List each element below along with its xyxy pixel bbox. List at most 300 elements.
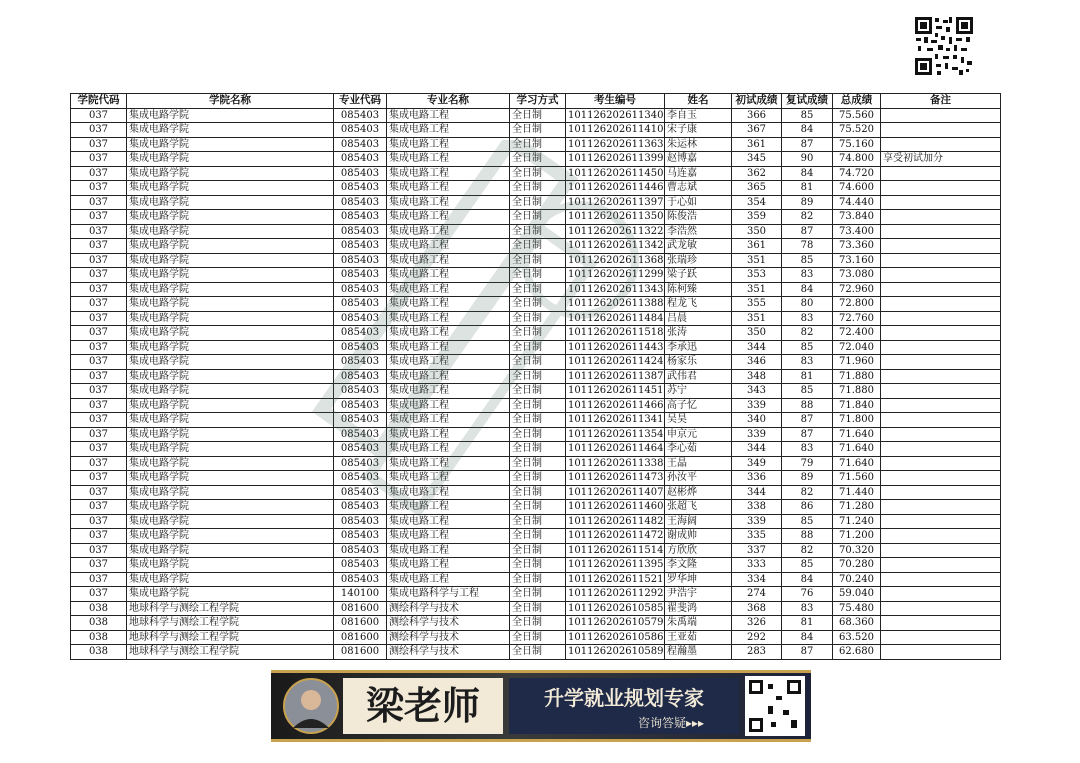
cell-major-name: 集成电路工程 — [387, 514, 510, 529]
cell-remark — [881, 630, 1001, 645]
cell-total-score: 74.440 — [833, 195, 881, 210]
cell-retest-score: 79 — [782, 456, 833, 471]
cell-retest-score: 83 — [782, 268, 833, 283]
cell-major-name: 测绘科学与技术 — [387, 601, 510, 616]
table-row — [71, 123, 1001, 138]
cell-candidate-id: 101126202611451 — [566, 384, 665, 399]
cell-candidate-id: 101126202611484 — [566, 311, 665, 326]
cell-prelim-score: 333 — [732, 558, 782, 573]
cell-retest-score: 85 — [782, 253, 833, 268]
cell-candidate-id: 101126202610586 — [566, 630, 665, 645]
cell-candidate-id: 101126202611299 — [566, 268, 665, 283]
cell-name: 于心如 — [665, 195, 732, 210]
cell-major-code: 085403 — [334, 369, 387, 384]
cell-major-name: 集成电路工程 — [387, 297, 510, 312]
cell-major-code: 085403 — [334, 195, 387, 210]
cell-major-name: 集成电路工程 — [387, 572, 510, 587]
cell-college-code: 037 — [71, 485, 127, 500]
cell-remark — [881, 587, 1001, 602]
cell-name: 宋子康 — [665, 123, 732, 138]
cell-name: 谢成帅 — [665, 529, 732, 544]
cell-college-code: 037 — [71, 311, 127, 326]
cell-remark — [881, 427, 1001, 442]
cell-name: 王晶 — [665, 456, 732, 471]
qr-code-icon — [913, 15, 975, 77]
cell-college-code: 037 — [71, 340, 127, 355]
cell-college-name: 集成电路学院 — [127, 558, 334, 573]
cell-total-score: 72.960 — [833, 282, 881, 297]
cell-major-name: 集成电路工程 — [387, 282, 510, 297]
cell-candidate-id: 101126202611342 — [566, 239, 665, 254]
cell-major-name: 集成电路工程 — [387, 181, 510, 196]
banner-subtitle: 咨询答疑▸▸▸ — [637, 716, 705, 730]
cell-prelim-score: 354 — [732, 195, 782, 210]
cell-college-name: 集成电路学院 — [127, 152, 334, 167]
cell-study-mode: 全日制 — [510, 427, 566, 442]
cell-total-score: 73.360 — [833, 239, 881, 254]
cell-retest-score: 87 — [782, 645, 833, 660]
cell-remark — [881, 297, 1001, 312]
cell-college-code: 037 — [71, 195, 127, 210]
cell-major-name: 集成电路工程 — [387, 355, 510, 370]
cell-major-code: 085403 — [334, 166, 387, 181]
cell-study-mode: 全日制 — [510, 311, 566, 326]
cell-total-score: 74.720 — [833, 166, 881, 181]
cell-candidate-id: 101126202611368 — [566, 253, 665, 268]
cell-candidate-id: 101126202611395 — [566, 558, 665, 573]
cell-study-mode: 全日制 — [510, 601, 566, 616]
cell-college-name: 集成电路学院 — [127, 224, 334, 239]
cell-candidate-id: 101126202611363 — [566, 137, 665, 152]
cell-major-code: 081600 — [334, 601, 387, 616]
table-row — [71, 166, 1001, 181]
cell-major-code: 085403 — [334, 485, 387, 500]
cell-study-mode: 全日制 — [510, 355, 566, 370]
table-row — [71, 195, 1001, 210]
cell-college-code: 037 — [71, 514, 127, 529]
table-row — [71, 616, 1001, 631]
cell-candidate-id: 101126202611521 — [566, 572, 665, 587]
cell-major-name: 集成电路工程 — [387, 471, 510, 486]
cell-name: 程龙飞 — [665, 297, 732, 312]
cell-name: 罗华坤 — [665, 572, 732, 587]
header-college-code: 学院代码 — [71, 94, 127, 109]
cell-major-name: 集成电路工程 — [387, 326, 510, 341]
cell-retest-score: 82 — [782, 210, 833, 225]
cell-prelim-score: 283 — [732, 645, 782, 660]
cell-candidate-id: 101126202611388 — [566, 297, 665, 312]
cell-college-code: 037 — [71, 442, 127, 457]
cell-candidate-id: 101126202611443 — [566, 340, 665, 355]
cell-name: 苏宁 — [665, 384, 732, 399]
cell-candidate-id: 101126202611407 — [566, 485, 665, 500]
cell-major-code: 085403 — [334, 181, 387, 196]
cell-college-name: 集成电路学院 — [127, 108, 334, 123]
cell-prelim-score: 348 — [732, 369, 782, 384]
cell-study-mode: 全日制 — [510, 253, 566, 268]
cell-candidate-id: 101126202611473 — [566, 471, 665, 486]
cell-major-name: 集成电路工程 — [387, 224, 510, 239]
table-row — [71, 398, 1001, 413]
cell-total-score: 71.640 — [833, 442, 881, 457]
cell-remark — [881, 210, 1001, 225]
cell-major-code: 085403 — [334, 340, 387, 355]
table-row — [71, 384, 1001, 399]
cell-total-score: 71.280 — [833, 500, 881, 515]
cell-candidate-id: 101126202611410 — [566, 123, 665, 138]
cell-name: 张瑞珍 — [665, 253, 732, 268]
cell-college-name: 地球科学与测绘工程学院 — [127, 616, 334, 631]
cell-remark — [881, 543, 1001, 558]
cell-remark — [881, 514, 1001, 529]
cell-major-code: 085403 — [334, 137, 387, 152]
cell-remark — [881, 224, 1001, 239]
cell-study-mode: 全日制 — [510, 326, 566, 341]
cell-retest-score: 85 — [782, 514, 833, 529]
cell-total-score: 73.840 — [833, 210, 881, 225]
cell-total-score: 72.040 — [833, 340, 881, 355]
cell-total-score: 71.240 — [833, 514, 881, 529]
cell-candidate-id: 101126202611399 — [566, 152, 665, 167]
cell-candidate-id: 101126202611343 — [566, 282, 665, 297]
cell-major-code: 140100 — [334, 587, 387, 602]
cell-retest-score: 81 — [782, 369, 833, 384]
cell-major-code: 085403 — [334, 311, 387, 326]
cell-major-code: 085403 — [334, 210, 387, 225]
table-row — [71, 210, 1001, 225]
cell-college-code: 037 — [71, 355, 127, 370]
cell-college-name: 集成电路学院 — [127, 384, 334, 399]
cell-study-mode: 全日制 — [510, 210, 566, 225]
cell-remark — [881, 181, 1001, 196]
table-row — [71, 297, 1001, 312]
cell-total-score: 75.560 — [833, 108, 881, 123]
cell-college-name: 地球科学与测绘工程学院 — [127, 645, 334, 660]
cell-prelim-score: 335 — [732, 529, 782, 544]
cell-retest-score: 89 — [782, 195, 833, 210]
cell-major-name: 集成电路工程 — [387, 500, 510, 515]
cell-total-score: 62.680 — [833, 645, 881, 660]
cell-study-mode: 全日制 — [510, 442, 566, 457]
cell-study-mode: 全日制 — [510, 239, 566, 254]
cell-name: 孙汝平 — [665, 471, 732, 486]
cell-prelim-score: 338 — [732, 500, 782, 515]
cell-major-name: 集成电路工程 — [387, 456, 510, 471]
cell-candidate-id: 101126202611340 — [566, 108, 665, 123]
table-row — [71, 369, 1001, 384]
cell-college-name: 集成电路学院 — [127, 514, 334, 529]
cell-major-code: 085403 — [334, 253, 387, 268]
table-row — [71, 253, 1001, 268]
cell-retest-score: 81 — [782, 616, 833, 631]
cell-remark — [881, 355, 1001, 370]
cell-college-name: 集成电路学院 — [127, 355, 334, 370]
cell-college-name: 集成电路学院 — [127, 210, 334, 225]
table-row — [71, 340, 1001, 355]
cell-prelim-score: 350 — [732, 326, 782, 341]
cell-remark — [881, 601, 1001, 616]
promo-banner — [271, 670, 811, 742]
cell-total-score: 73.160 — [833, 253, 881, 268]
cell-remark — [881, 558, 1001, 573]
cell-college-name: 集成电路学院 — [127, 543, 334, 558]
cell-remark — [881, 326, 1001, 341]
cell-major-name: 集成电路工程 — [387, 558, 510, 573]
banner-name: 梁老师 — [365, 683, 481, 728]
table-row — [71, 282, 1001, 297]
cell-college-code: 037 — [71, 297, 127, 312]
cell-study-mode: 全日制 — [510, 471, 566, 486]
cell-retest-score: 90 — [782, 152, 833, 167]
cell-name: 武龙敏 — [665, 239, 732, 254]
cell-major-code: 081600 — [334, 645, 387, 660]
header-candidate-id: 考生编号 — [566, 94, 665, 109]
cell-retest-score: 80 — [782, 297, 833, 312]
cell-remark — [881, 195, 1001, 210]
cell-college-code: 037 — [71, 398, 127, 413]
cell-major-name: 集成电路工程 — [387, 210, 510, 225]
cell-college-name: 地球科学与测绘工程学院 — [127, 601, 334, 616]
table-row — [71, 514, 1001, 529]
cell-candidate-id: 101126202611341 — [566, 413, 665, 428]
cell-study-mode: 全日制 — [510, 123, 566, 138]
cell-remark — [881, 413, 1001, 428]
cell-candidate-id: 101126202611338 — [566, 456, 665, 471]
cell-study-mode: 全日制 — [510, 137, 566, 152]
cell-college-code: 037 — [71, 181, 127, 196]
cell-candidate-id: 101126202611292 — [566, 587, 665, 602]
cell-major-name: 集成电路工程 — [387, 340, 510, 355]
table-row — [71, 137, 1001, 152]
cell-total-score: 74.800 — [833, 152, 881, 167]
cell-major-name: 集成电路工程 — [387, 123, 510, 138]
cell-major-code: 085403 — [334, 239, 387, 254]
cell-prelim-score: 366 — [732, 108, 782, 123]
cell-remark — [881, 340, 1001, 355]
cell-prelim-score: 344 — [732, 340, 782, 355]
table-row — [71, 456, 1001, 471]
cell-name: 陈柯臻 — [665, 282, 732, 297]
cell-retest-score: 87 — [782, 137, 833, 152]
cell-college-name: 集成电路学院 — [127, 340, 334, 355]
cell-college-code: 037 — [71, 500, 127, 515]
cell-major-code: 085403 — [334, 326, 387, 341]
cell-name: 李浩然 — [665, 224, 732, 239]
cell-major-code: 085403 — [334, 268, 387, 283]
cell-major-name: 集成电路工程 — [387, 311, 510, 326]
cell-remark — [881, 471, 1001, 486]
header-study-mode: 学习方式 — [510, 94, 566, 109]
cell-prelim-score: 344 — [732, 485, 782, 500]
cell-name: 马连嘉 — [665, 166, 732, 181]
cell-remark — [881, 384, 1001, 399]
cell-major-code: 085403 — [334, 558, 387, 573]
cell-major-name: 集成电路工程 — [387, 253, 510, 268]
cell-name: 张涛 — [665, 326, 732, 341]
cell-retest-score: 78 — [782, 239, 833, 254]
cell-total-score: 73.400 — [833, 224, 881, 239]
table-header-row — [71, 94, 1001, 109]
cell-prelim-score: 346 — [732, 355, 782, 370]
cell-retest-score: 84 — [782, 123, 833, 138]
cell-college-code: 037 — [71, 587, 127, 602]
cell-college-code: 037 — [71, 239, 127, 254]
cell-total-score: 71.800 — [833, 413, 881, 428]
cell-remark — [881, 253, 1001, 268]
cell-retest-score: 76 — [782, 587, 833, 602]
cell-remark: 享受初试加分 — [881, 152, 1001, 167]
cell-total-score: 68.360 — [833, 616, 881, 631]
cell-college-name: 集成电路学院 — [127, 311, 334, 326]
cell-study-mode: 全日制 — [510, 572, 566, 587]
cell-retest-score: 85 — [782, 384, 833, 399]
cell-college-code: 037 — [71, 471, 127, 486]
cell-name: 曹志斌 — [665, 181, 732, 196]
cell-college-code: 037 — [71, 166, 127, 181]
cell-college-name: 集成电路学院 — [127, 181, 334, 196]
table-row — [71, 239, 1001, 254]
cell-college-name: 集成电路学院 — [127, 398, 334, 413]
cell-major-code: 081600 — [334, 630, 387, 645]
cell-study-mode: 全日制 — [510, 384, 566, 399]
cell-name: 李承迅 — [665, 340, 732, 355]
cell-candidate-id: 101126202611446 — [566, 181, 665, 196]
cell-major-code: 085403 — [334, 543, 387, 558]
cell-total-score: 74.600 — [833, 181, 881, 196]
header-name: 姓名 — [665, 94, 732, 109]
cell-retest-score: 85 — [782, 108, 833, 123]
cell-name: 赵彬烨 — [665, 485, 732, 500]
table-row — [71, 500, 1001, 515]
cell-total-score: 70.280 — [833, 558, 881, 573]
cell-prelim-score: 336 — [732, 471, 782, 486]
cell-study-mode: 全日制 — [510, 398, 566, 413]
cell-candidate-id: 101126202610585 — [566, 601, 665, 616]
cell-college-name: 地球科学与测绘工程学院 — [127, 630, 334, 645]
cell-college-name: 集成电路学院 — [127, 572, 334, 587]
cell-college-code: 037 — [71, 268, 127, 283]
cell-major-name: 集成电路工程 — [387, 195, 510, 210]
cell-college-name: 集成电路学院 — [127, 137, 334, 152]
cell-candidate-id: 101126202611350 — [566, 210, 665, 225]
cell-college-code: 037 — [71, 427, 127, 442]
cell-major-code: 085403 — [334, 500, 387, 515]
cell-college-name: 集成电路学院 — [127, 297, 334, 312]
cell-total-score: 71.880 — [833, 369, 881, 384]
cell-prelim-score: 350 — [732, 224, 782, 239]
table-row — [71, 224, 1001, 239]
table-row — [71, 587, 1001, 602]
cell-major-name: 集成电路工程 — [387, 543, 510, 558]
cell-remark — [881, 398, 1001, 413]
cell-major-name: 集成电路工程 — [387, 166, 510, 181]
cell-study-mode: 全日制 — [510, 543, 566, 558]
cell-study-mode: 全日制 — [510, 297, 566, 312]
cell-name: 梁子跃 — [665, 268, 732, 283]
cell-major-name: 集成电路工程 — [387, 137, 510, 152]
cell-college-name: 集成电路学院 — [127, 587, 334, 602]
cell-college-name: 集成电路学院 — [127, 413, 334, 428]
cell-total-score: 70.240 — [833, 572, 881, 587]
cell-remark — [881, 282, 1001, 297]
cell-name: 高子忆 — [665, 398, 732, 413]
cell-name: 陈俊浩 — [665, 210, 732, 225]
cell-prelim-score: 345 — [732, 152, 782, 167]
cell-college-code: 037 — [71, 384, 127, 399]
cell-major-code: 085403 — [334, 456, 387, 471]
cell-major-code: 085403 — [334, 413, 387, 428]
cell-name: 武伟君 — [665, 369, 732, 384]
cell-remark — [881, 485, 1001, 500]
cell-college-name: 集成电路学院 — [127, 471, 334, 486]
cell-remark — [881, 311, 1001, 326]
table-row — [71, 355, 1001, 370]
cell-study-mode: 全日制 — [510, 529, 566, 544]
cell-major-code: 085403 — [334, 108, 387, 123]
cell-major-code: 085403 — [334, 224, 387, 239]
table-row — [71, 558, 1001, 573]
cell-major-name: 集成电路工程 — [387, 442, 510, 457]
cell-major-code: 085403 — [334, 384, 387, 399]
cell-total-score: 71.440 — [833, 485, 881, 500]
cell-college-code: 037 — [71, 224, 127, 239]
table-row — [71, 427, 1001, 442]
cell-total-score: 71.880 — [833, 384, 881, 399]
cell-total-score: 71.200 — [833, 529, 881, 544]
cell-study-mode: 全日制 — [510, 514, 566, 529]
cell-study-mode: 全日制 — [510, 456, 566, 471]
table-row — [71, 485, 1001, 500]
cell-remark — [881, 572, 1001, 587]
cell-major-code: 085403 — [334, 572, 387, 587]
cell-total-score: 70.320 — [833, 543, 881, 558]
cell-major-name: 集成电路工程 — [387, 152, 510, 167]
table-row — [71, 471, 1001, 486]
cell-prelim-score: 339 — [732, 427, 782, 442]
cell-study-mode: 全日制 — [510, 558, 566, 573]
cell-retest-score: 88 — [782, 398, 833, 413]
cell-college-name: 集成电路学院 — [127, 195, 334, 210]
cell-name: 赵博嘉 — [665, 152, 732, 167]
cell-prelim-score: 343 — [732, 384, 782, 399]
cell-college-code: 037 — [71, 282, 127, 297]
cell-name: 李文隆 — [665, 558, 732, 573]
cell-college-code: 037 — [71, 543, 127, 558]
cell-retest-score: 85 — [782, 558, 833, 573]
cell-major-name: 集成电路工程 — [387, 413, 510, 428]
header-total-score: 总成绩 — [833, 94, 881, 109]
cell-candidate-id: 101126202611514 — [566, 543, 665, 558]
cell-retest-score: 82 — [782, 543, 833, 558]
table-row — [71, 108, 1001, 123]
cell-college-code: 037 — [71, 558, 127, 573]
cell-total-score: 72.760 — [833, 311, 881, 326]
cell-major-name: 集成电路工程 — [387, 485, 510, 500]
cell-name: 申京元 — [665, 427, 732, 442]
cell-candidate-id: 101126202611397 — [566, 195, 665, 210]
cell-name: 程瀚墨 — [665, 645, 732, 660]
cell-total-score: 59.040 — [833, 587, 881, 602]
cell-college-name: 集成电路学院 — [127, 253, 334, 268]
cell-major-code: 085403 — [334, 152, 387, 167]
cell-candidate-id: 101126202611460 — [566, 500, 665, 515]
table-body — [71, 108, 1001, 659]
cell-total-score: 72.800 — [833, 297, 881, 312]
cell-total-score: 71.960 — [833, 355, 881, 370]
cell-prelim-score: 274 — [732, 587, 782, 602]
cell-college-name: 集成电路学院 — [127, 166, 334, 181]
cell-retest-score: 87 — [782, 224, 833, 239]
